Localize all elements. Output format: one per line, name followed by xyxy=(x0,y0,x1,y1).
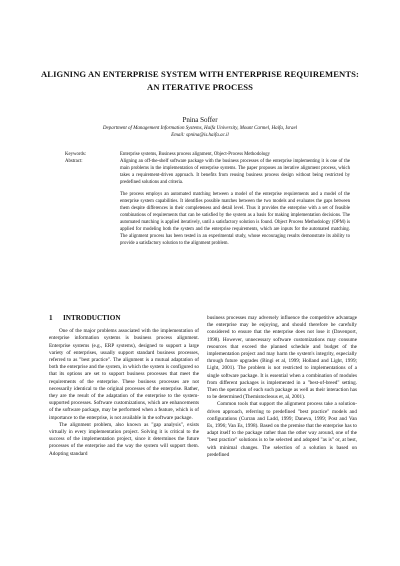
intro-paragraph-1: One of the major problems associated with the implementation of enterprise information systems is business process alignment. Enterprise systems (e.g., ERP systems), designed to support a large variety of enterprises, usually support standard business processes, referred to as "best practice". The alignment is a mutual adaptation of both the enterprise and the system, in which the system is configured so that its options are set to support business processes that meet the requirements of the enterprise. These business processes are not necessarily identical to the original processes of the enterprise. Rather, they are the result of the adaptation of the enterprise to the system-supported processes. Software customizations, which are enhancements of the software package, may be performed when a feature, which is of importance to the enterprise, is not available in the software package. xyxy=(49,328,199,421)
abstract-label: Abstract: xyxy=(65,159,83,164)
keywords-text: Enterprise systems, Business process alignment, Object-Process Methodology xyxy=(120,152,271,157)
abstract-body xyxy=(120,158,350,252)
section-heading xyxy=(49,315,199,322)
intro-paragraph-3: business processes may adversely influence the competitive advantage the enterprise may be enjoying, and should therefore be carefully considered to ensure that the enterprise does not lose it (Davenport, 1998). However, unnecessary software customizations may consume resources that exceed the planned schedule and budget of the implementation project and may harm the system's integrity, especially through future upgrades (Bingi et al, 1999; Holland and Light, 1999; Light, 2001). The problem is not restricted to implementations of a single software package. It is essential when a combination of modules from different packages is implemented in a "best-of-breed" setting. Then the operation of each such package as well as their interaction has to be determined (Themistocleous et, al, 2001). xyxy=(207,315,357,401)
abstract-paragraph-2: The process employs an automated matching between a model of the enterprise requirements and a model of the enterprise system capabilities. It identifies possible matches between the two models and evaluates the gaps between them despite differences in their completeness and detail level. Thus it provides the enterprise with a set of feasible combinations of requirements that can be satisfied by the system as a basis for making implementation decisions. The automated matching is applied iteratively, until a satisfactory solution is found. Object Process Methodology (OPM) is applied for modeling both the system and the enterprise requirements, which are inputs for the automated matching. The alignment process has been tested in an experimental study, whose encouraging results demonstrate its ability to provide a satisfactory solution to the alignment problem. xyxy=(120,192,350,246)
email-line[interactable]: Email: spnina@is.haifa.ac.il xyxy=(171,133,229,138)
intro-paragraph-2: The alignment problem, also known as "gap analysis", exists virtually in every implementation project. Solving it is critical to the success of the implementation project, since it determines the future processes of the enterprise and the way the system will support them. Adopting standard xyxy=(49,421,199,457)
paper-title: ALIGNING AN ENTERPRISE SYSTEM WITH ENTERPRISE REQUIREMENTS: AN ITERATIVE PROCESS xyxy=(40,69,360,92)
author-name: Pnina Soffer xyxy=(182,116,218,124)
intro-paragraph-4: Common tools that support the alignment process take a solution-driven approach, referring to predefined "best practice" models and configurations (Curran and Ladd, 1999; Daneva, 1999; Post and Van Es, 1996; Van Es, 1998). Based on the premise that the enterprise has to adapt itself to the package rather than the other way around, one of the "best practice" solutions is to be selected and adopted "as is" or, at best, with minimal changes. The selection of a solution is based on predefined xyxy=(207,401,357,458)
left-column xyxy=(49,315,199,458)
section-number: 1 xyxy=(49,314,53,322)
affiliation-line: Department of Management Information Systems, Haifa University, Mount Carmel, Haifa, Israel xyxy=(102,126,298,131)
author-affiliation xyxy=(40,125,360,139)
right-column xyxy=(207,315,357,459)
abstract-paragraph-1: Aligning an off-the-shelf software package with the business processes of the enterprise implementing it is one of the main problems in the implementation of enterprise systems. The paper proposes an iterative alignment process, which takes a requirement-driven approach. It benefits from reusing business process design without being restricted by predefined solutions and criteria. xyxy=(120,159,350,185)
keywords-label: Keywords: xyxy=(65,152,87,157)
section-title: INTRODUCTION xyxy=(63,314,121,322)
